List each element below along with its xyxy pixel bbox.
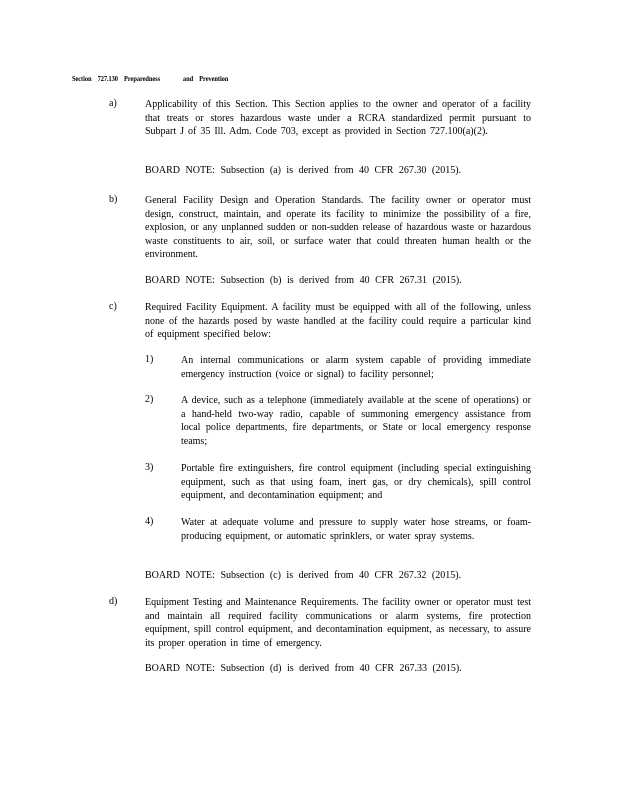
section-heading: Section 727.130 Preparedness and Prevention [72, 74, 229, 83]
subsection-a-label: a) [109, 98, 117, 109]
item-c3-label: 3) [145, 462, 154, 473]
subsection-b-board-note: BOARD NOTE: Subsection (b) is derived from 40 CFR 267.31 (2015). [145, 275, 462, 286]
subsection-c-label: c) [109, 301, 117, 312]
item-c2-text: A device, such as a telephone (immediately available at the scene of operations) or a hand-held two-way radio, capable of summoning emergency assistance from local police departments, fire departments, or State or local emergency response teams; [181, 395, 531, 447]
item-c2-label: 2) [145, 394, 154, 405]
subsection-d-board-note: BOARD NOTE: Subsection (d) is derived from 40 CFR 267.33 (2015). [145, 663, 462, 674]
item-c4-label: 4) [145, 516, 154, 527]
item-c4-text: Water at adequate volume and pressure to supply water hose streams, or foam-producing equipment, or automatic sprinklers, or water spray systems. [181, 517, 531, 542]
subsection-a-text: Applicability of this Section. This Section applies to the owner and operator of a facility that treats or stores hazardous waste under a RCRA standardized permit pursuant to Subpart J of 35 Ill. Adm. Code 703, except as provided in Section 727.100(a)(2). [145, 99, 531, 137]
subsection-a-board-note: BOARD NOTE: Subsection (a) is derived from 40 CFR 267.30 (2015). [145, 165, 462, 176]
subsection-b-label: b) [109, 194, 118, 205]
item-c1-text: An internal communications or alarm system capable of providing immediate emergency instruction (voice or signal) to facility personnel; [181, 355, 531, 380]
item-c1-label: 1) [145, 354, 154, 365]
subsection-d-text: Equipment Testing and Maintenance Requirements. The facility owner or operator must test and maintain all required facility communications or alarm systems, fire protection equipment, spill control equipment, and decontamination equipment, as necessary, to assure its proper operation in time of emergency. [145, 597, 531, 649]
item-c3-text: Portable fire extinguishers, fire control equipment (including special extinguishing equipment, such as that using foam, inert gas, or dry chemicals), spill control equipment, and decontamination equipment; and [181, 463, 531, 501]
subsection-d-label: d) [109, 596, 118, 607]
subsection-b-text: General Facility Design and Operation Standards. The facility owner or operator must design, construct, maintain, and operate its facility to minimize the possibility of a fire, explosion, or any unplanned sudden or non-sudden release of hazardous waste or hazardous waste constituents to air, soil, or surface water that could threaten human health or the environment. [145, 195, 531, 260]
subsection-c-text: Required Facility Equipment. A facility must be equipped with all of the following, unless none of the hazards posed by waste handled at the facility could require a particular kind of equipment specified below: [145, 302, 531, 340]
subsection-c-board-note: BOARD NOTE: Subsection (c) is derived from 40 CFR 267.32 (2015). [145, 570, 462, 581]
